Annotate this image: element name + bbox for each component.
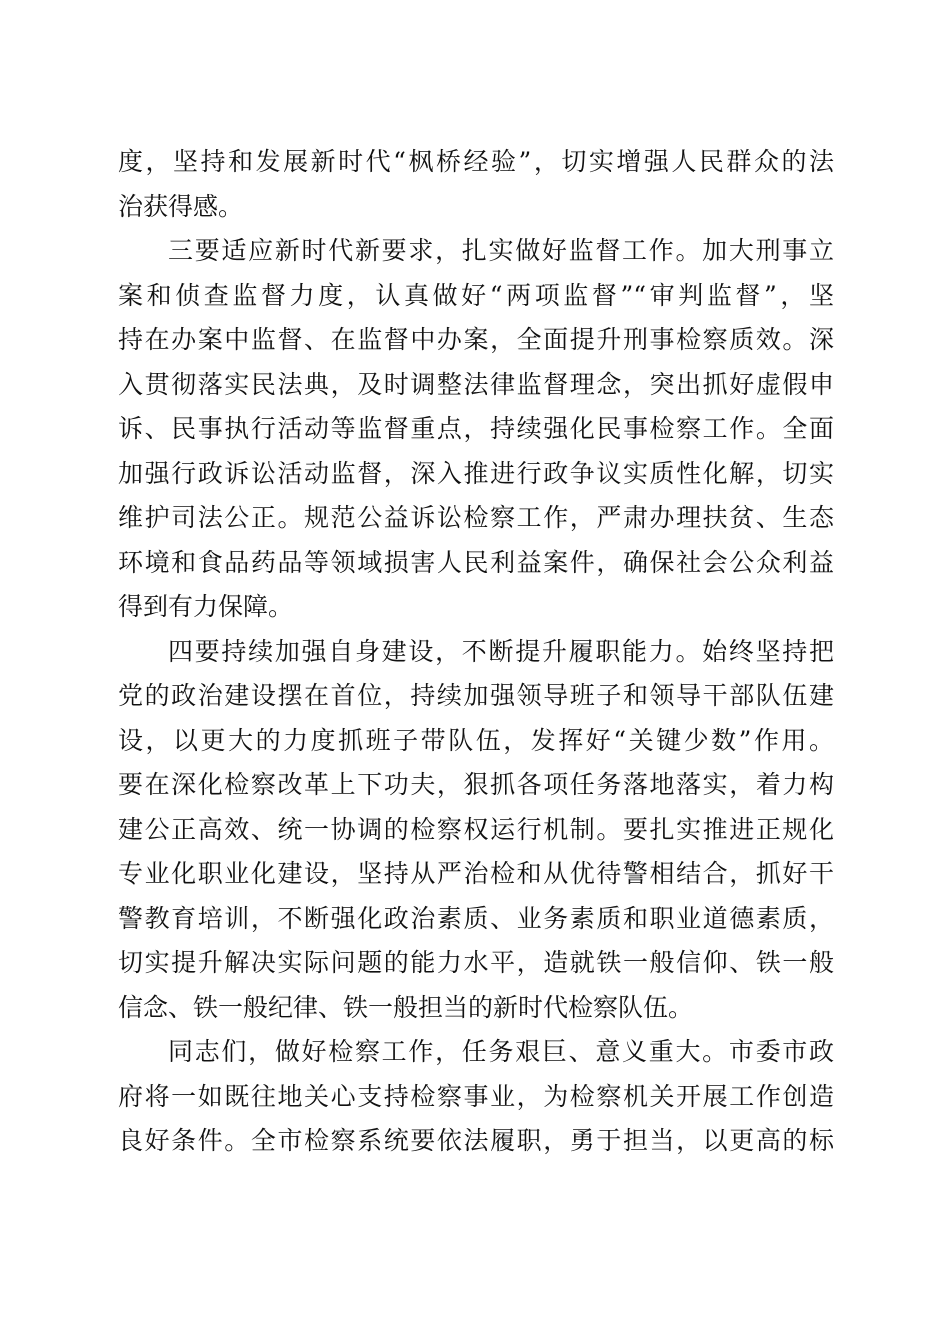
text-line: 环境和食品药品等领域损害人民利益案件，确保社会公众利益 (118, 547, 834, 577)
text-line: 案和侦查监督力度，认真做好“两项监督”“审判监督”，坚 (118, 280, 834, 310)
text-line: 警教育培训，不断强化政治素质、业务素质和职业道德素质， (118, 903, 834, 933)
text-line: 府将一如既往地关心支持检察事业，为检察机关开展工作创造 (118, 1081, 834, 1111)
text-line: 维护司法公正。规范公益诉讼检察工作，严肃办理扶贫、生态 (118, 503, 834, 532)
text-line: 同志们，做好检察工作，任务艰巨、意义重大。市委市政 (168, 1037, 834, 1066)
text-line: 信念、铁一般纪律、铁一般担当的新时代检察队伍。 (118, 992, 694, 1022)
text-line: 设，以更大的力度抓班子带队伍，发挥好“关键少数”作用。 (118, 725, 834, 755)
text-line: 三要适应新时代新要求，扎实做好监督工作。加大刑事立 (168, 236, 834, 265)
text-line: 切实提升解决实际问题的能力水平，造就铁一般信仰、铁一般 (118, 948, 834, 977)
text-line: 诉、民事执行活动等监督重点，持续强化民事检察工作。全面 (118, 414, 834, 443)
text-line: 建公正高效、统一协调的检察权运行机制。要扎实推进正规化 (118, 814, 834, 844)
text-line: 持在办案中监督、在监督中办案，全面提升刑事检察质效。深 (118, 325, 834, 354)
text-line: 得到有力保障。 (118, 592, 294, 621)
text-line: 加强行政诉讼活动监督，深入推进行政争议实质性化解，切实 (118, 458, 834, 488)
text-line: 入贯彻落实民法典，及时调整法律监督理念，突出抓好虚假申 (118, 369, 834, 399)
text-line: 专业化职业化建设，坚持从严治检和从优待警相结合，抓好干 (118, 859, 834, 888)
text-line: 治获得感。 (118, 191, 244, 221)
body-text (118, 140, 834, 1164)
text-line: 良好条件。全市检察系统要依法履职，勇于担当，以更高的标 (118, 1126, 834, 1155)
text-line: 要在深化检察改革上下功夫，狠抓各项任务落地落实，着力构 (118, 770, 834, 799)
text-line: 党的政治建设摆在首位，持续加强领导班子和领导干部队伍建 (118, 681, 834, 710)
text-line: 度，坚持和发展新时代“枫桥经验”，切实增强人民群众的法 (118, 147, 834, 176)
text-line: 四要持续加强自身建设，不断提升履职能力。始终坚持把 (168, 636, 834, 666)
